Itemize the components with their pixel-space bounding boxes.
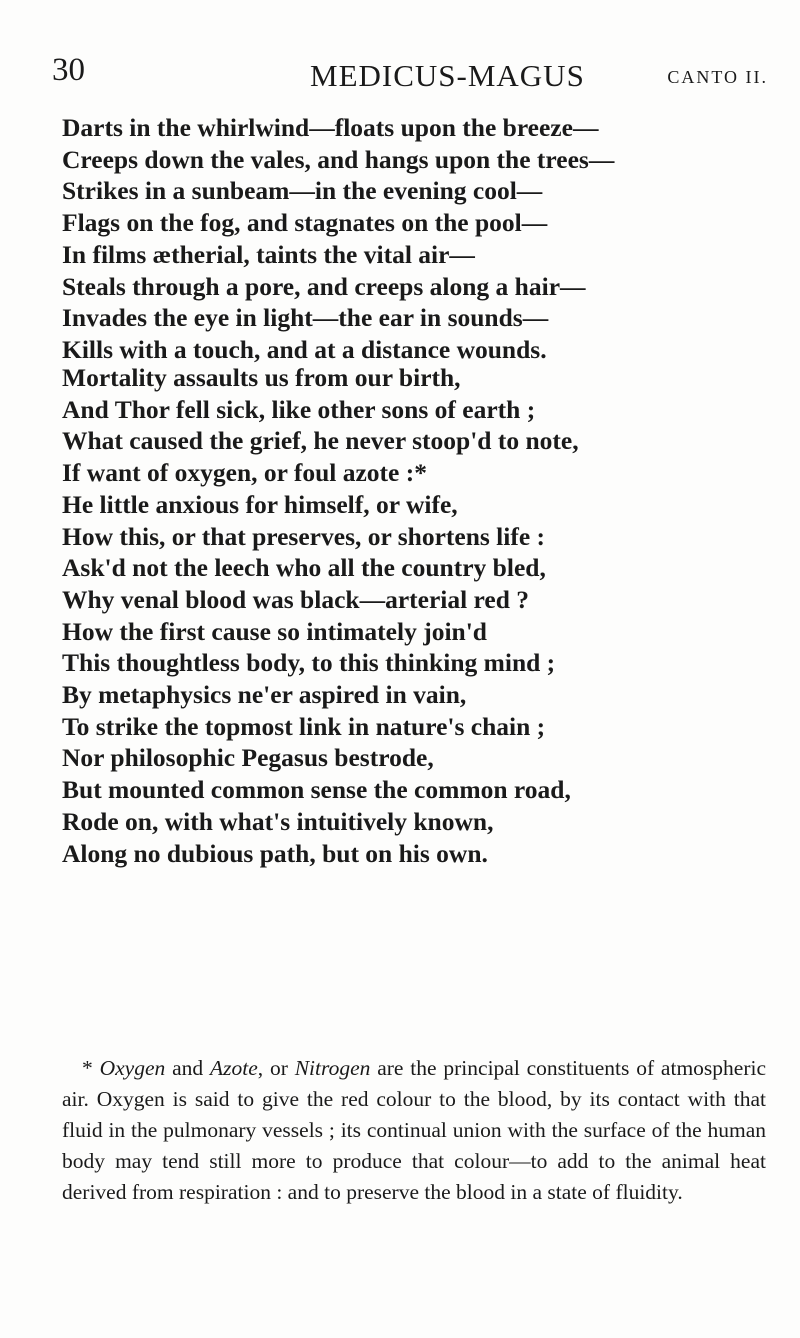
footnote	[62, 1053, 766, 1208]
verse-line: Kills with a touch, and at a distance wounds.	[62, 334, 547, 364]
verse-line: How this, or that preserves, or shortens life :	[62, 521, 546, 551]
stanza-2	[62, 362, 762, 869]
footnote-text: and	[165, 1056, 210, 1080]
verse-line: Along no dubious path, but on his own.	[62, 838, 488, 868]
footnote-marker: *	[82, 1056, 100, 1080]
verse-line: Nor philosophic Pegasus bestrode,	[62, 743, 434, 773]
footnote-term-nitrogen: Nitrogen	[294, 1056, 371, 1080]
canto-label: CANTO II.	[667, 67, 768, 87]
verse-line: Strikes in a sunbeam—in the evening cool—	[62, 176, 543, 206]
verse-line: Darts in the whirlwind—floats upon the breeze—	[62, 113, 599, 142]
verse-line: Ask'd not the leech who all the country bled,	[62, 553, 546, 583]
verse-line: Flags on the fog, and stagnates on the pool—	[62, 208, 548, 238]
verse-line: How the first cause so intimately join'd	[62, 616, 487, 646]
verse-line: If want of oxygen, or foul azote :*	[62, 458, 427, 488]
verse-line: To strike the topmost link in nature's chain ;	[62, 711, 546, 741]
stanza-1	[62, 112, 762, 366]
verse-line: This thoughtless body, to this thinking mind ;	[62, 648, 556, 678]
verse-line: He little anxious for himself, or wife,	[62, 489, 458, 519]
footnote-text: are the principal constituents of atmospheric air. Oxygen is said to give the red colour to the blood, by its contact with that fluid in the pulmonary vessels ; its continual union with the surface of the human body may tend still more to produce that colour—to add to the animal heat derived from respiration : and to preserve the blood in a state of fluidity.	[62, 1056, 767, 1204]
verse-line: What caused the grief, he never stoop'd to note,	[62, 426, 579, 456]
verse-line: In films ætherial, taints the vital air—	[62, 239, 475, 269]
footnote-term-azote: Azote	[209, 1056, 258, 1080]
page-number: 30	[52, 52, 85, 88]
page-header	[52, 52, 768, 96]
running-title: MEDICUS-MAGUS	[310, 58, 585, 93]
footnote-text: , or	[257, 1056, 295, 1080]
verse-line: Rode on, with what's intuitively known,	[62, 806, 494, 836]
verse-line: Steals through a pore, and creeps along a hair—	[62, 271, 586, 301]
verse-line: And Thor fell sick, like other sons of earth ;	[62, 394, 536, 424]
verse-line: Invades the eye in light—the ear in sounds—	[62, 303, 549, 333]
verse-line: By metaphysics ne'er aspired in vain,	[62, 680, 467, 710]
verse-line: Mortality assaults us from our birth,	[62, 363, 461, 392]
footnote-term-oxygen: Oxygen	[99, 1056, 166, 1080]
verse-line: Creeps down the vales, and hangs upon the trees—	[62, 144, 615, 174]
verse-line: But mounted common sense the common road,	[62, 775, 571, 805]
verse-line: Why venal blood was black—arterial red ?	[62, 584, 530, 614]
